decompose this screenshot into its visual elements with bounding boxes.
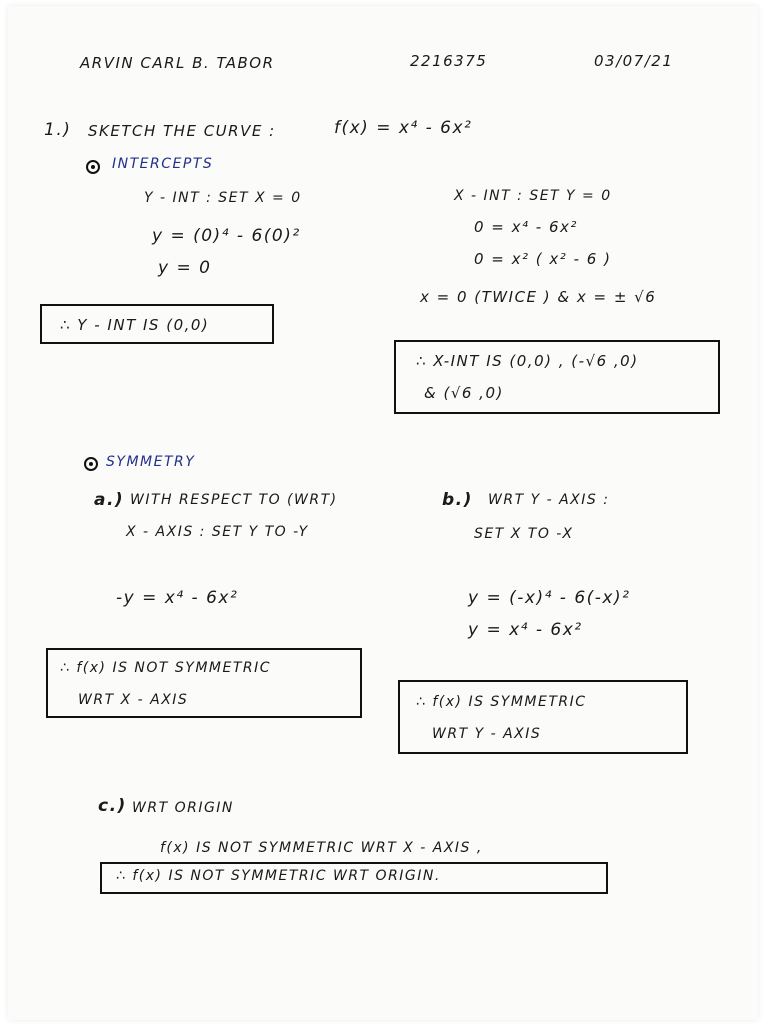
x-int-step1: X - INT : SET Y = 0 bbox=[454, 188, 612, 204]
bullet-icon bbox=[86, 160, 100, 174]
problem-function: f(x) = x⁴ - 6x² bbox=[334, 118, 473, 138]
x-int-step2: 0 = x⁴ - 6x² bbox=[474, 218, 578, 236]
part-a-label: a.) bbox=[94, 490, 125, 510]
x-int-step4: x = 0 (TWICE ) & x = ± √6 bbox=[420, 288, 657, 306]
symmetry-heading: SYMMETRY bbox=[106, 454, 196, 470]
part-b-subtitle: SET X TO -X bbox=[474, 526, 574, 542]
part-c-line: f(x) IS NOT SYMMETRIC WRT X - AXIS , bbox=[160, 840, 483, 856]
student-name: ARVIN CARL B. TABOR bbox=[80, 54, 275, 72]
part-c-label: c.) bbox=[98, 796, 127, 816]
problem-number: 1.) bbox=[44, 120, 72, 140]
part-b-result-line2: WRT Y - AXIS bbox=[432, 726, 542, 742]
part-a-subtitle: X - AXIS : SET Y TO -Y bbox=[126, 524, 309, 540]
part-c-title: WRT ORIGIN bbox=[132, 800, 234, 816]
x-int-result-line2: & (√6 ,0) bbox=[424, 384, 504, 402]
y-int-step2: y = (0)⁴ - 6(0)² bbox=[152, 226, 301, 246]
part-b-eq2: y = x⁴ - 6x² bbox=[468, 620, 583, 640]
part-b-eq1: y = (-x)⁴ - 6(-x)² bbox=[468, 588, 631, 608]
part-a-result-line1: ∴ f(x) IS NOT SYMMETRIC bbox=[60, 660, 272, 676]
x-int-step3: 0 = x² ( x² - 6 ) bbox=[474, 250, 612, 268]
part-a-title: WITH RESPECT TO (WRT) bbox=[130, 492, 338, 508]
paper-sheet bbox=[8, 6, 758, 1020]
date: 03/07/21 bbox=[594, 52, 674, 70]
bullet-icon bbox=[84, 457, 98, 471]
x-int-result-line1: ∴ X-INT IS (0,0) , (-√6 ,0) bbox=[416, 352, 639, 370]
y-int-step1: Y - INT : SET X = 0 bbox=[144, 190, 302, 206]
y-int-step3: y = 0 bbox=[158, 258, 212, 278]
part-b-result-line1: ∴ f(x) IS SYMMETRIC bbox=[416, 694, 587, 710]
student-id: 2216375 bbox=[410, 52, 488, 70]
part-a-equation: -y = x⁴ - 6x² bbox=[116, 588, 239, 608]
part-b-title: WRT Y - AXIS : bbox=[488, 492, 610, 508]
y-int-result: ∴ Y - INT IS (0,0) bbox=[60, 316, 210, 334]
part-c-result: ∴ f(x) IS NOT SYMMETRIC WRT ORIGIN. bbox=[116, 868, 441, 884]
part-b-result-box bbox=[398, 680, 688, 754]
intercepts-heading: INTERCEPTS bbox=[112, 156, 214, 172]
problem-label: SKETCH THE CURVE : bbox=[88, 122, 276, 140]
part-a-result-line2: WRT X - AXIS bbox=[78, 692, 189, 708]
part-b-label: b.) bbox=[442, 490, 473, 510]
